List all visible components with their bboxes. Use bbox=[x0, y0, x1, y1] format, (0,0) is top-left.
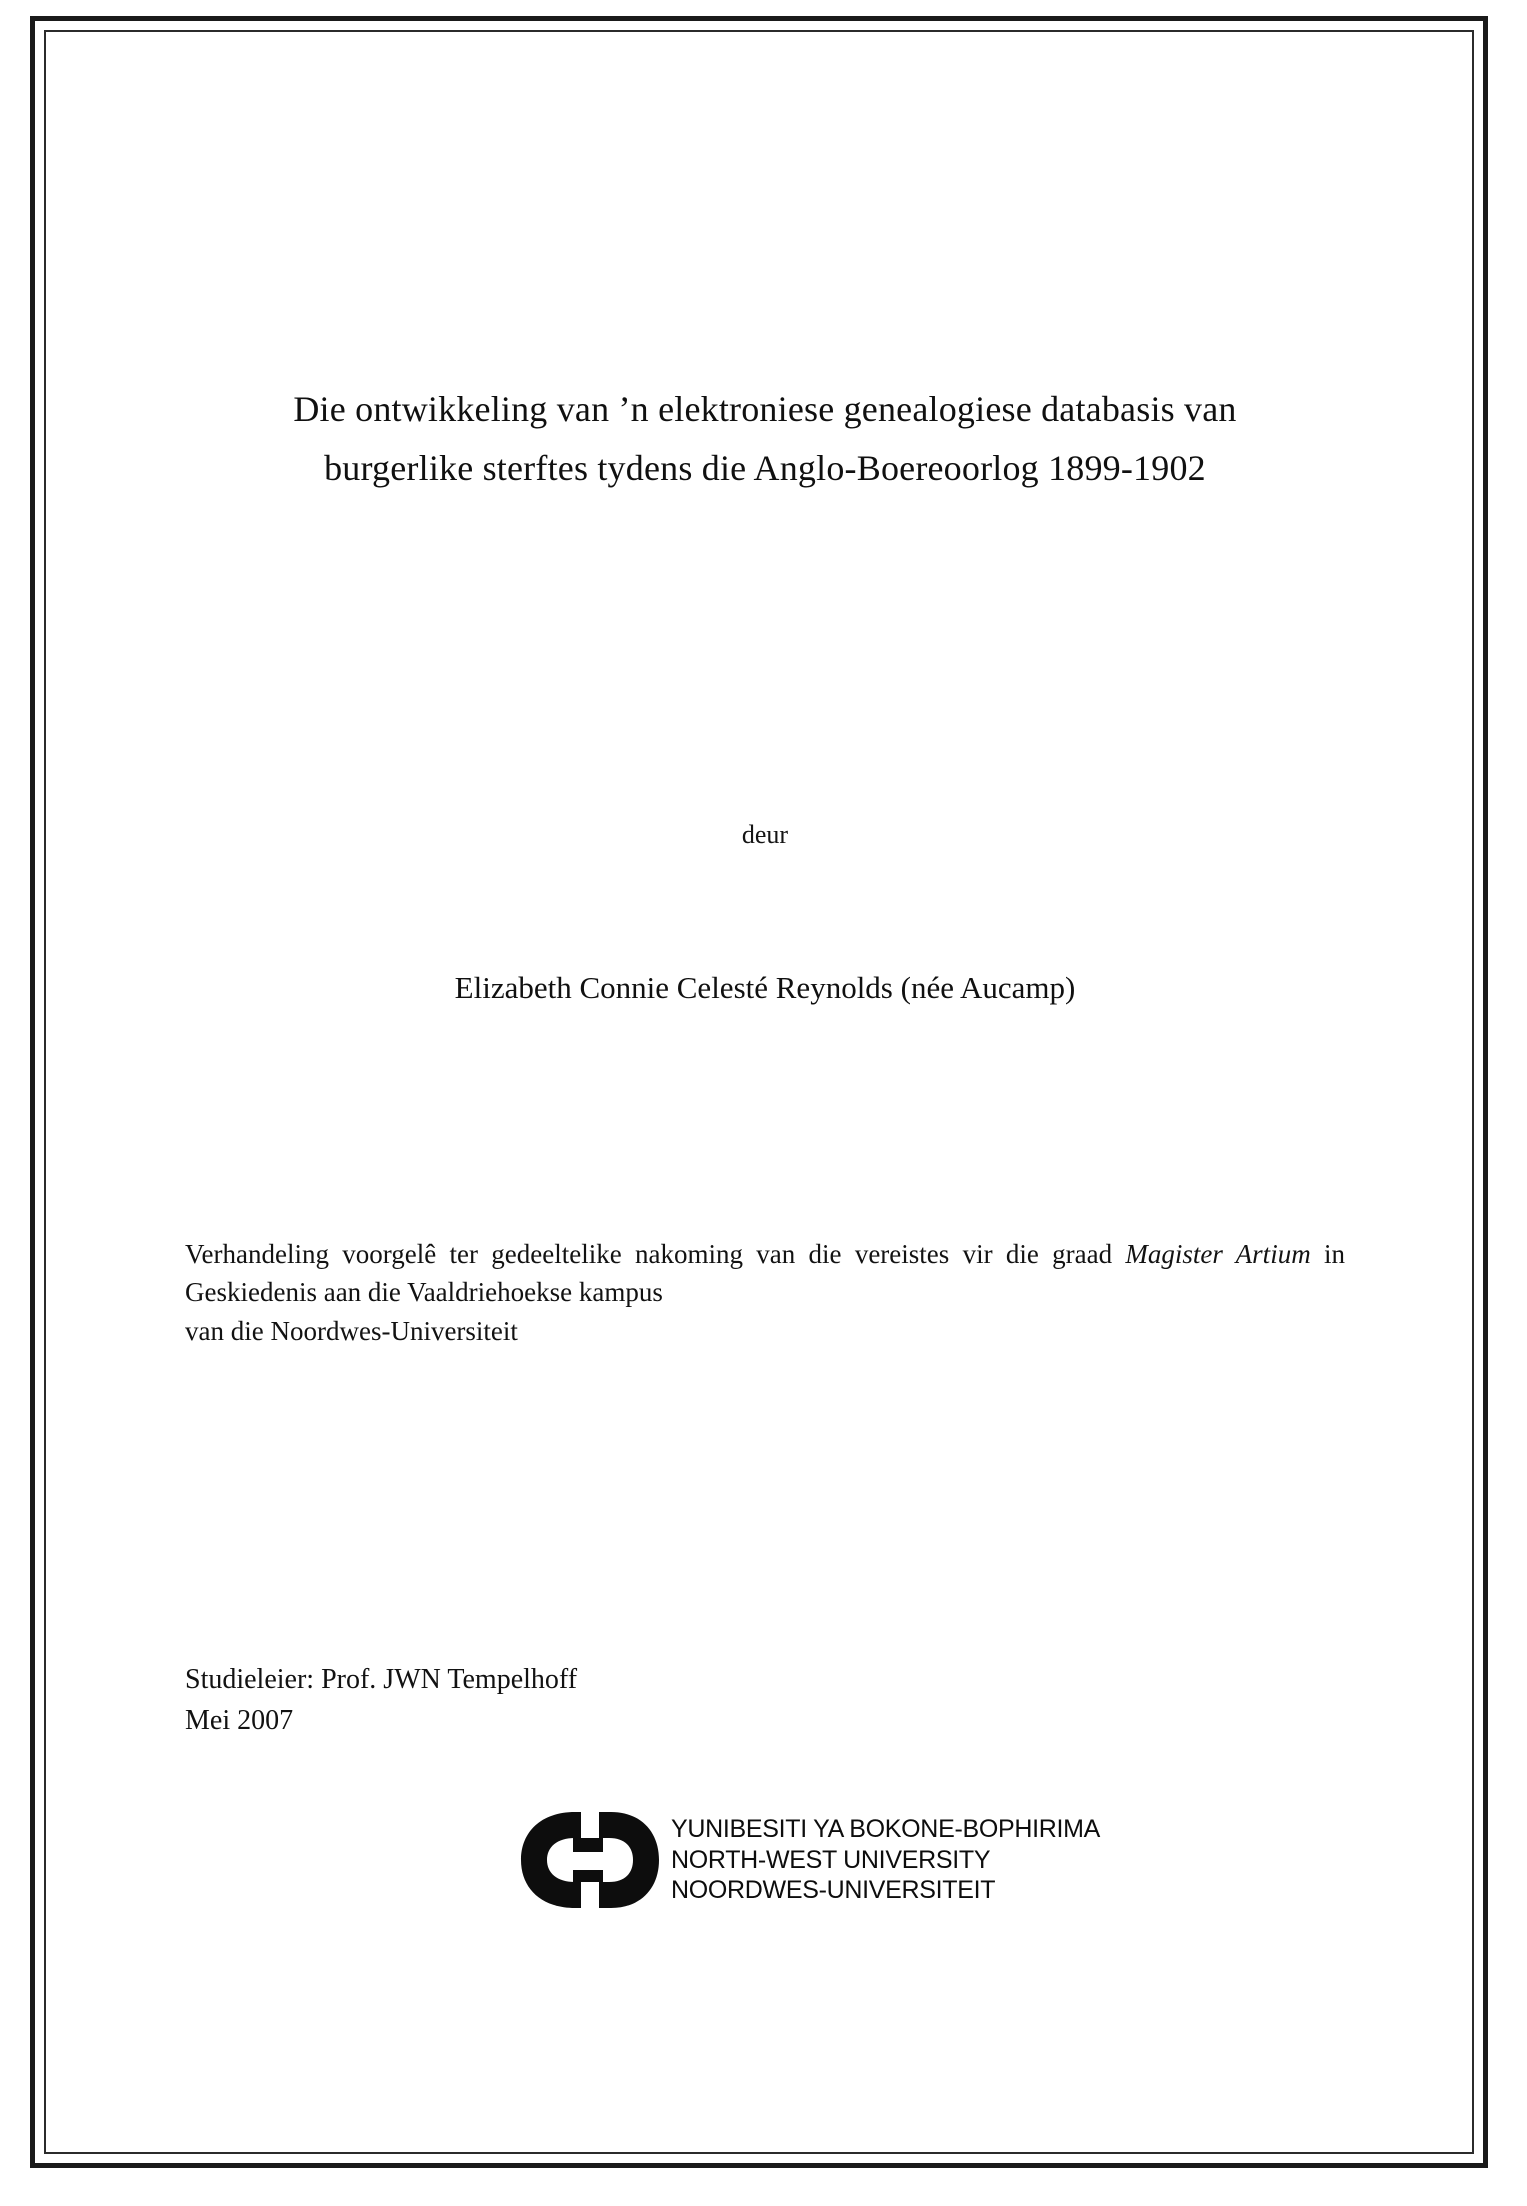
supervisor-block bbox=[185, 1660, 1085, 1741]
statement-part-3: van die Noordwes-Universiteit bbox=[185, 1315, 518, 1346]
degree-statement-paragraph bbox=[185, 1235, 1345, 1312]
by-label: deur bbox=[741, 820, 789, 849]
author-name: Elizabeth Connie Celesté Reynolds (née Aucamp) bbox=[454, 970, 1076, 1005]
statement-part-2: in Geskiedenis aan die Vaaldriehoekse kampus bbox=[185, 1239, 1345, 1308]
university-logo-text bbox=[671, 1814, 1100, 1906]
degree-name: Magister Artium bbox=[1125, 1239, 1311, 1269]
title-page-content bbox=[120, 60, 1410, 2120]
logo-line-1: YUNIBESITI YA BOKONE-BOPHIRIMA bbox=[671, 1815, 1101, 1844]
nwu-logo-icon bbox=[515, 1808, 665, 1912]
supervisor-line: Studieleier: Prof. JWN Tempelhoff bbox=[185, 1664, 578, 1695]
page-title bbox=[180, 380, 1350, 499]
degree-statement bbox=[185, 1235, 1345, 1350]
logo-line-3: NOORDWES-UNIVERSITEIT bbox=[671, 1876, 996, 1905]
university-logo bbox=[515, 1800, 1155, 1920]
title-line-1: Die ontwikkeling van ’n elektroniese genealogiese databasis van bbox=[293, 389, 1237, 429]
date-line: Mei 2007 bbox=[185, 1704, 294, 1736]
logo-line-2: NORTH-WEST UNIVERSITY bbox=[671, 1845, 991, 1874]
title-line-2: burgerlike sterftes tydens die Anglo-Boereoorlog 1899-1902 bbox=[324, 448, 1206, 489]
statement-part-1: Verhandeling voorgelê ter gedeeltelike nakoming van die vereistes vir die graad bbox=[185, 1239, 1126, 1269]
